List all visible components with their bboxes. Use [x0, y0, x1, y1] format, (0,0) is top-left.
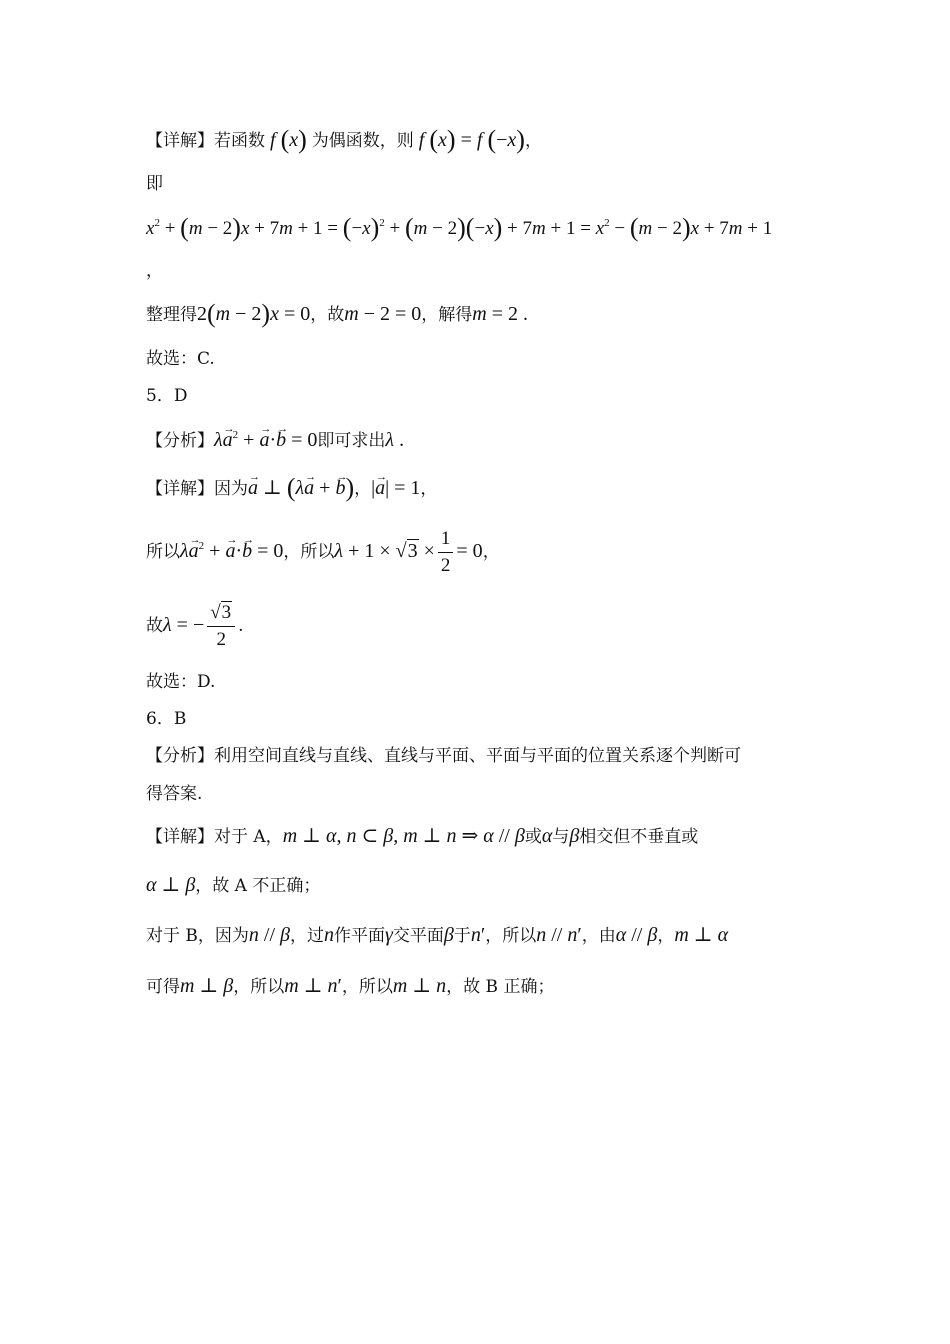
formula-perp: → a ⊥ (λ→ a + → b) [248, 477, 354, 499]
q6-number: 6．B [146, 709, 187, 729]
q4-comma: ， [146, 261, 163, 281]
text: 即可求出 [317, 431, 386, 451]
q6-b-line: 对于 B，因为n // β，过n作平面γ交平面β于n′，所以n // n′，由α // β，m ⊥ α [146, 924, 729, 946]
formula-fx: f (x) [270, 125, 307, 154]
text: 与 [552, 827, 570, 847]
q6-a-conclusion [146, 872, 860, 899]
formula-m-perp-beta: m ⊥ β [180, 975, 234, 997]
formula-n-parallel-nprime: n // n′ [536, 924, 582, 946]
formula-n: n [324, 924, 334, 946]
formula-n-parallel-beta: n // β [248, 924, 290, 946]
formula-alpha: α [541, 825, 553, 847]
q4-detail-line: 【详解】若函数 f (x) 为偶函数，则 f (x) = f (−x)， [146, 125, 542, 154]
text: 对于 A， [214, 827, 283, 847]
text: 相交但不垂直或 [579, 827, 699, 847]
q5-so-line: 所以$\lambda\to a^2$ + → a·→ b = 0，所以λ + 1 × √3 × $\frac{1}{2}$ = 0， [146, 528, 860, 577]
analysis-label: 【分析】 [146, 431, 214, 451]
text: 可得 [146, 977, 180, 997]
formula-premise-a: m ⊥ α, n ⊂ β, m ⊥ n ⇒ α // β [282, 825, 525, 847]
q4-ji: 即 [146, 174, 163, 194]
text: 作平面 [334, 926, 385, 946]
q5-result-line: 故λ = − $\frac{√3}{2}$ . [146, 602, 244, 650]
detail-label: 【详解】 [146, 131, 214, 151]
q4-choice: 故选：C. [146, 349, 215, 369]
formula-abs-a: |→ a| = 1 [371, 477, 420, 499]
text: ，过 [290, 926, 324, 946]
q6-b-conclusion [146, 973, 860, 1000]
q6-analysis-line2: 得答案. [146, 784, 203, 804]
formula-alpha-parallel-beta: α // β [615, 924, 658, 946]
formula-m-eq-2: m = 2 . [472, 303, 528, 325]
text: 整理得 [146, 305, 197, 325]
formula-lambda: λ . [385, 429, 405, 451]
formula-lambda-a2: $\lambda\to a^2$ + → a·→ b = 0 [214, 429, 317, 451]
q5-analysis-line [146, 427, 860, 454]
text: ，所以 [233, 977, 285, 997]
formula-beta2: β [443, 924, 454, 946]
text: ，所以 [283, 542, 335, 562]
text: ，所以 [485, 926, 537, 946]
formula-eq-zero: = 0 [456, 540, 483, 562]
text: ，解得 [421, 305, 473, 325]
formula-m-perp-alpha: m ⊥ α [674, 924, 729, 946]
fraction-sqrt3-over-2: $\frac{√3}{2}$ [207, 602, 235, 651]
text: 所以 [146, 542, 180, 562]
text: 若函数 [214, 131, 265, 151]
q6-analysis-line1 [146, 743, 860, 769]
formula-alpha-perp-beta: α ⊥ β [146, 874, 196, 896]
text: 故 [146, 616, 163, 636]
formula-lambda-result: λ = − [163, 614, 205, 636]
formula-even: f (x) = f (−x) [418, 125, 525, 154]
formula-m-minus-2: m − 2 = 0 [344, 303, 422, 325]
text: ，故 B 正确； [446, 977, 555, 997]
formula-m-perp-n: m ⊥ n [392, 975, 447, 997]
formula-lambda-sqrt3: λ + 1 × √3 × [334, 540, 435, 562]
formula-n-prime: n′ [470, 924, 486, 946]
q5-choice: 故选：D. [146, 672, 216, 692]
formula-arrange: 2(m − 2)x = 0 [197, 299, 311, 328]
text: ，故 [310, 305, 345, 325]
text: 于 [453, 926, 471, 946]
text: 为偶函数，则 [311, 131, 414, 151]
formula-beta: β [569, 825, 580, 847]
analysis-label: 【分析】 [146, 746, 214, 766]
text: ，故 A 不正确； [195, 876, 321, 896]
detail-label: 【详解】 [146, 827, 214, 847]
text: 或 [524, 827, 542, 847]
text: ，所以 [341, 977, 393, 997]
q5-detail-line: 【详解】因为→ a ⊥ (λ→ a + → b)，|→ a| = 1， [146, 475, 860, 502]
fraction-one-half: $\frac{1}{2}$ [438, 528, 454, 577]
text: 交平面 [392, 926, 444, 946]
text: ，由 [581, 926, 616, 946]
text: 利用空间直线与直线、直线与平面、平面与平面的位置关系逐个判断可 [214, 746, 741, 766]
q6-detail-line [146, 823, 860, 850]
detail-label: 【详解】 [146, 479, 214, 499]
formula-dot-zero: $\lambda\to a^2$ + → a·→ b = 0 [180, 540, 283, 562]
q5-number: 5．D [146, 386, 188, 406]
formula-m-perp-nprime: m ⊥ n′ [284, 975, 342, 997]
q4-expansion-formula: $x^2 + (m - 2)x + 7m + 1 = (-x)^2 + (m - 2)(-x) + 7m + 1 = x^2 - (m - 2)x + 7m + 1$ [146, 213, 773, 242]
formula-gamma: γ [385, 924, 393, 946]
text: 对于 B，因为 [146, 926, 249, 946]
text: 因为 [214, 479, 248, 499]
q4-arrange-line [146, 301, 860, 328]
